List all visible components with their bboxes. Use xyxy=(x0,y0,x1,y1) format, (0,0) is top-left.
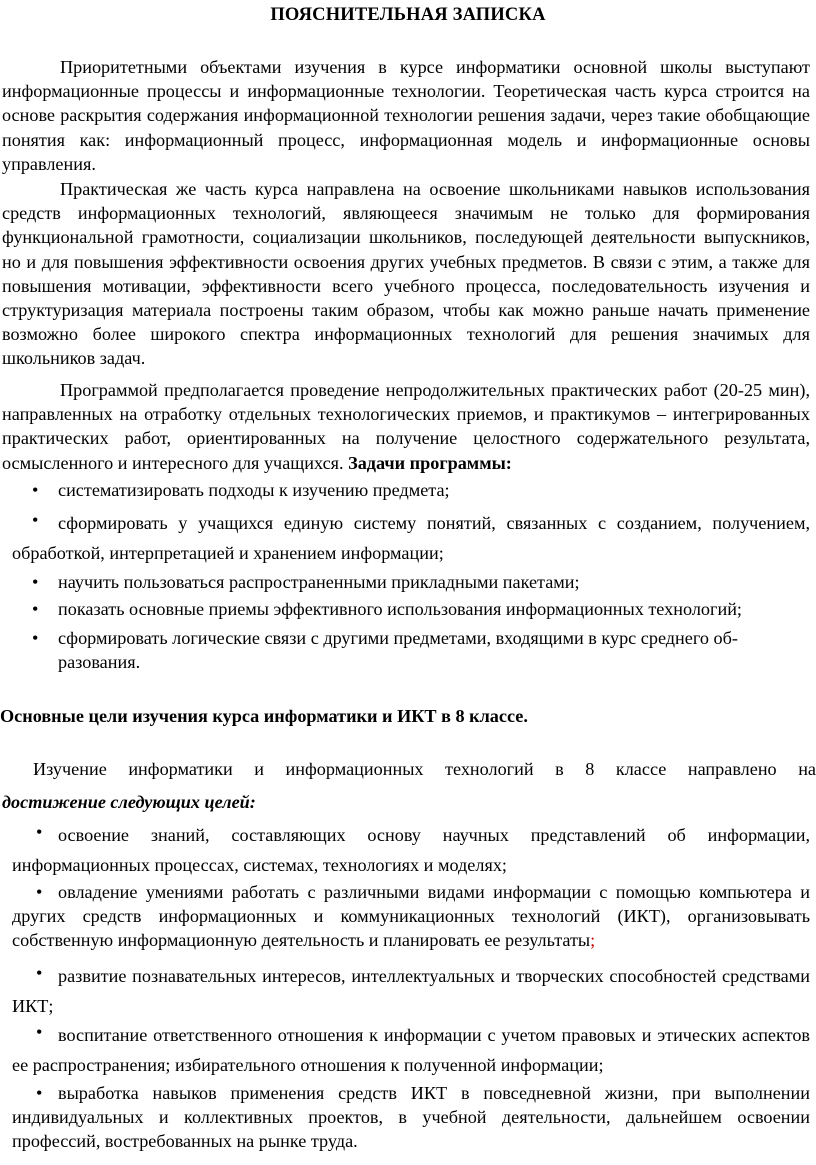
task-item xyxy=(2,508,810,568)
bullet-icon: • xyxy=(36,882,43,902)
goal-text: развитие познавательных интересов, интеллектуальных и творческих способностей средствами ИКТ; xyxy=(12,966,810,1016)
task-item xyxy=(2,570,810,594)
paragraph-practice: Практическая же часть курса направлена на освоение школьниками навыков использования средств информационных технологий, являющееся значимым не только для формирования функциональной грамотности, социализации школьников, последующей деятельности выпускников, но и для повышения эффективности освоения других учебных предметов. В связи с этим, а также для повышения мотивации, эффективности всего учебного процесса, последовательность изучения и структуризация материала построены таким образом, чтобы как можно раньше начать применение возможно более широкого спектра информационных технологий для решения значимых для школьников задач. xyxy=(2,179,810,369)
task-text: сформировать логические связи с другими предметами, входящими в курс среднего об-разования. xyxy=(58,628,738,673)
goal-item xyxy=(2,961,810,1021)
bullet-icon: • xyxy=(36,822,43,842)
goals-intro: Изучение информатики и информационных технологий в 8 классе направлено на xyxy=(33,759,816,779)
goal-item xyxy=(2,820,810,880)
goal-item xyxy=(2,880,810,953)
goals-intro-emphasis: достижение следующих целей: xyxy=(2,792,256,812)
page-title: ПОЯСНИТЕЛЬНАЯ ЗАПИСКА xyxy=(270,5,546,25)
task-item xyxy=(2,478,810,502)
goals-heading: Основные цели изучения курса информатики и ИКТ в 8 классе. xyxy=(0,706,528,726)
bullet-icon: • xyxy=(36,1022,43,1042)
paragraph-program-text: Программой предполагается проведение непродолжительных практических работ (20-25 мин), направленных на отработку отдельных технологических приемов, и практикумов – интегрированных практических работ, ориентированных на получение целостного содержательного результата, осмысленного и интересного для учащихся. xyxy=(2,380,810,473)
bullet-icon: • xyxy=(32,628,39,648)
goal-text: освоение знаний, составляющих основу научных представлений об информации, информационных процессах, системах, технологиях и моделях; xyxy=(12,825,810,875)
goal-item xyxy=(2,1081,810,1154)
paragraph-program xyxy=(2,378,810,475)
bullet-icon: • xyxy=(36,1083,43,1103)
task-text: сформировать у учащихся единую систему понятий, связанных с созданием, получением, обработкой, интерпретацией и хранением информации; xyxy=(12,513,810,563)
bullet-icon: • xyxy=(32,599,39,619)
goal-text: овладение умениями работать с различными видами информации с помощью компьютера и других средств информационных и коммуникационных технологий (ИКТ), организовывать собственную информационную деятельность и планировать ее результаты xyxy=(12,882,810,951)
task-text: показать основные приемы эффективного использования информационных технологий; xyxy=(58,599,742,619)
tasks-label: Задачи программы: xyxy=(348,452,512,473)
goal-terminator: ; xyxy=(590,930,596,951)
task-item xyxy=(2,597,810,621)
bullet-icon: • xyxy=(36,963,43,983)
bullet-icon: • xyxy=(32,480,39,500)
goal-item xyxy=(2,1020,810,1080)
goal-text: выработка навыков применения средств ИКТ в повседневной жизни, при выполнении индивидуальных и коллективных проектов, в учебной деятельности, дальнейшем освоении профессий, востребованных на рынке труда. xyxy=(12,1083,810,1152)
bullet-icon: • xyxy=(32,510,39,530)
bullet-icon: • xyxy=(32,572,39,592)
task-item xyxy=(2,626,810,674)
task-text: научить пользоваться распространенными прикладными пакетами; xyxy=(58,572,580,592)
task-text: систематизировать подходы к изучению предмета; xyxy=(58,480,450,500)
goal-text: воспитание ответственного отношения к информации с учетом правовых и этических аспектов ее распространения; избирательного отношения к полученной информации; xyxy=(12,1025,810,1075)
paragraph-intro: Приоритетными объектами изучения в курсе информатики основной школы выступают информационные процессы и информационные технологии. Теоретическая часть курса строится на основе раскрытия содержания информационной технологии решения задачи, через такие обобщающие понятия как: информационный процесс, информационная модель и информационные основы управления. xyxy=(2,57,810,174)
